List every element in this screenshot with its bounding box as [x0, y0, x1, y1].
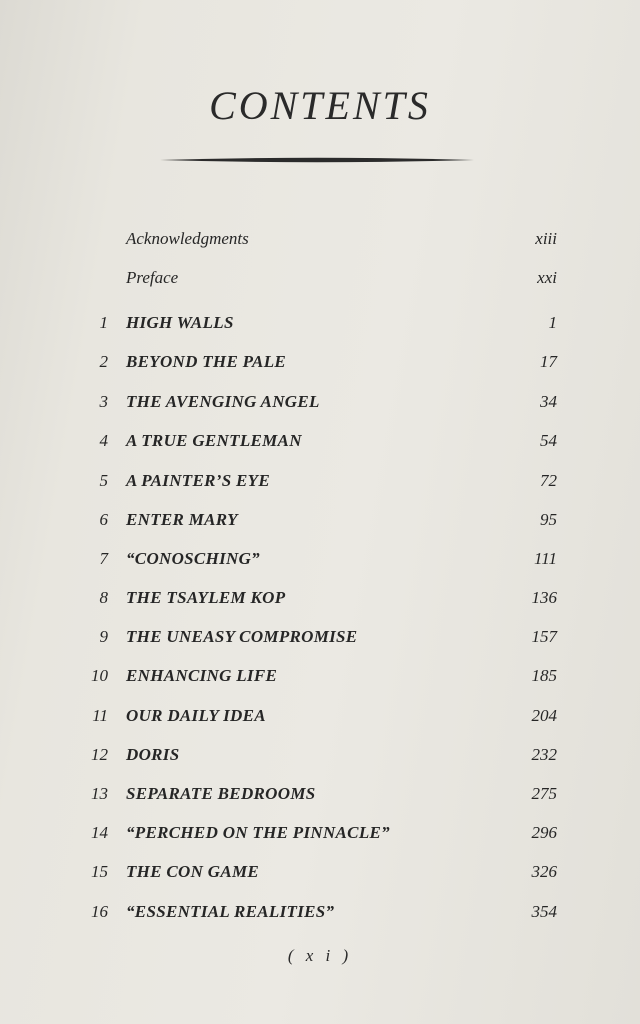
toc-chapter-number: 4 [99, 431, 108, 450]
toc-chapter-page: 275 [531, 784, 557, 803]
toc-chapter-title: THE UNEASY COMPROMISE [126, 627, 358, 646]
toc-chapter-title: BEYOND THE PALE [126, 352, 287, 371]
toc-entry-page: xxi [537, 268, 557, 287]
toc-chapter-title: THE TSAYLEM KOP [126, 588, 286, 607]
toc-chapter-title: THE AVENGING ANGEL [126, 392, 320, 411]
toc-chapter-number: 13 [91, 784, 108, 803]
toc-chapter-title: “CONOSCHING” [126, 549, 260, 568]
toc-chapter-number: 8 [99, 588, 108, 607]
toc-chapter-number: 12 [91, 745, 108, 764]
toc-chapter-page: 1 [548, 313, 557, 332]
toc-entry-acknowledgments [0, 229, 640, 255]
toc-chapter-page: 17 [540, 352, 557, 371]
toc-chapter-page: 95 [540, 510, 557, 529]
toc-chapter-page: 111 [534, 549, 557, 568]
toc-chapter-page: 185 [531, 666, 557, 685]
toc-chapter-page: 326 [531, 862, 557, 881]
toc-chapter-11 [0, 706, 640, 732]
toc-chapter-9 [0, 627, 640, 653]
toc-chapter-6 [0, 510, 640, 536]
toc-chapter-5 [0, 471, 640, 497]
toc-chapter-page: 136 [531, 588, 557, 607]
toc-chapter-13 [0, 784, 640, 810]
toc-chapter-10 [0, 666, 640, 692]
toc-chapter-number: 3 [99, 392, 108, 411]
toc-chapter-8 [0, 588, 640, 614]
toc-chapter-title: A TRUE GENTLEMAN [126, 431, 302, 450]
toc-chapter-number: 9 [99, 627, 108, 646]
toc-chapter-title: DORIS [126, 745, 180, 764]
toc-chapter-number: 15 [91, 862, 108, 881]
toc-chapter-page: 204 [531, 706, 557, 725]
toc-chapter-12 [0, 745, 640, 771]
toc-chapter-7 [0, 549, 640, 575]
toc-chapter-page: 296 [531, 823, 557, 842]
toc-chapter-page: 157 [531, 627, 557, 646]
toc-entry-page: xiii [535, 229, 557, 248]
toc-chapter-title: SEPARATE BEDROOMS [126, 784, 316, 803]
toc-entry-preface [0, 268, 640, 294]
toc-entry-title: Preface [126, 268, 179, 287]
toc-chapter-page: 232 [531, 745, 557, 764]
page-title: CONTENTS [209, 83, 431, 128]
toc-chapter-16 [0, 902, 640, 928]
page-folio: ( x i ) [287, 946, 353, 965]
toc-chapter-15 [0, 862, 640, 888]
toc-chapter-title: “PERCHED ON THE PINNACLE” [126, 823, 390, 842]
toc-chapter-title: ENHANCING LIFE [126, 666, 278, 685]
toc-chapter-3 [0, 392, 640, 418]
toc-chapter-page: 72 [540, 471, 557, 490]
toc-chapter-title: THE CON GAME [126, 862, 260, 881]
toc-chapter-title: OUR DAILY IDEA [126, 706, 266, 725]
toc-chapter-number: 2 [99, 352, 108, 371]
toc-chapter-number: 5 [99, 471, 108, 490]
toc-chapter-title: A PAINTER’S EYE [126, 471, 270, 490]
toc-chapter-page: 54 [540, 431, 557, 450]
toc-chapter-2 [0, 352, 640, 378]
toc-chapter-number: 10 [91, 666, 108, 685]
toc-chapter-page: 354 [531, 902, 557, 921]
toc-chapter-number: 14 [91, 823, 108, 842]
toc-chapter-number: 7 [99, 549, 108, 568]
toc-chapter-14 [0, 823, 640, 849]
toc-chapter-title: HIGH WALLS [126, 313, 234, 332]
toc-entry-title: Acknowledgments [126, 229, 249, 248]
toc-chapter-title: ENTER MARY [126, 510, 238, 529]
toc-chapter-number: 1 [99, 313, 108, 332]
toc-chapter-title: “ESSENTIAL REALITIES” [126, 902, 335, 921]
toc-chapter-page: 34 [540, 392, 557, 411]
toc-chapter-number: 6 [99, 510, 108, 529]
toc-chapter-4 [0, 431, 640, 457]
toc-chapter-1 [0, 313, 640, 339]
toc-chapter-number: 16 [91, 902, 108, 921]
toc-chapter-number: 11 [92, 706, 108, 725]
